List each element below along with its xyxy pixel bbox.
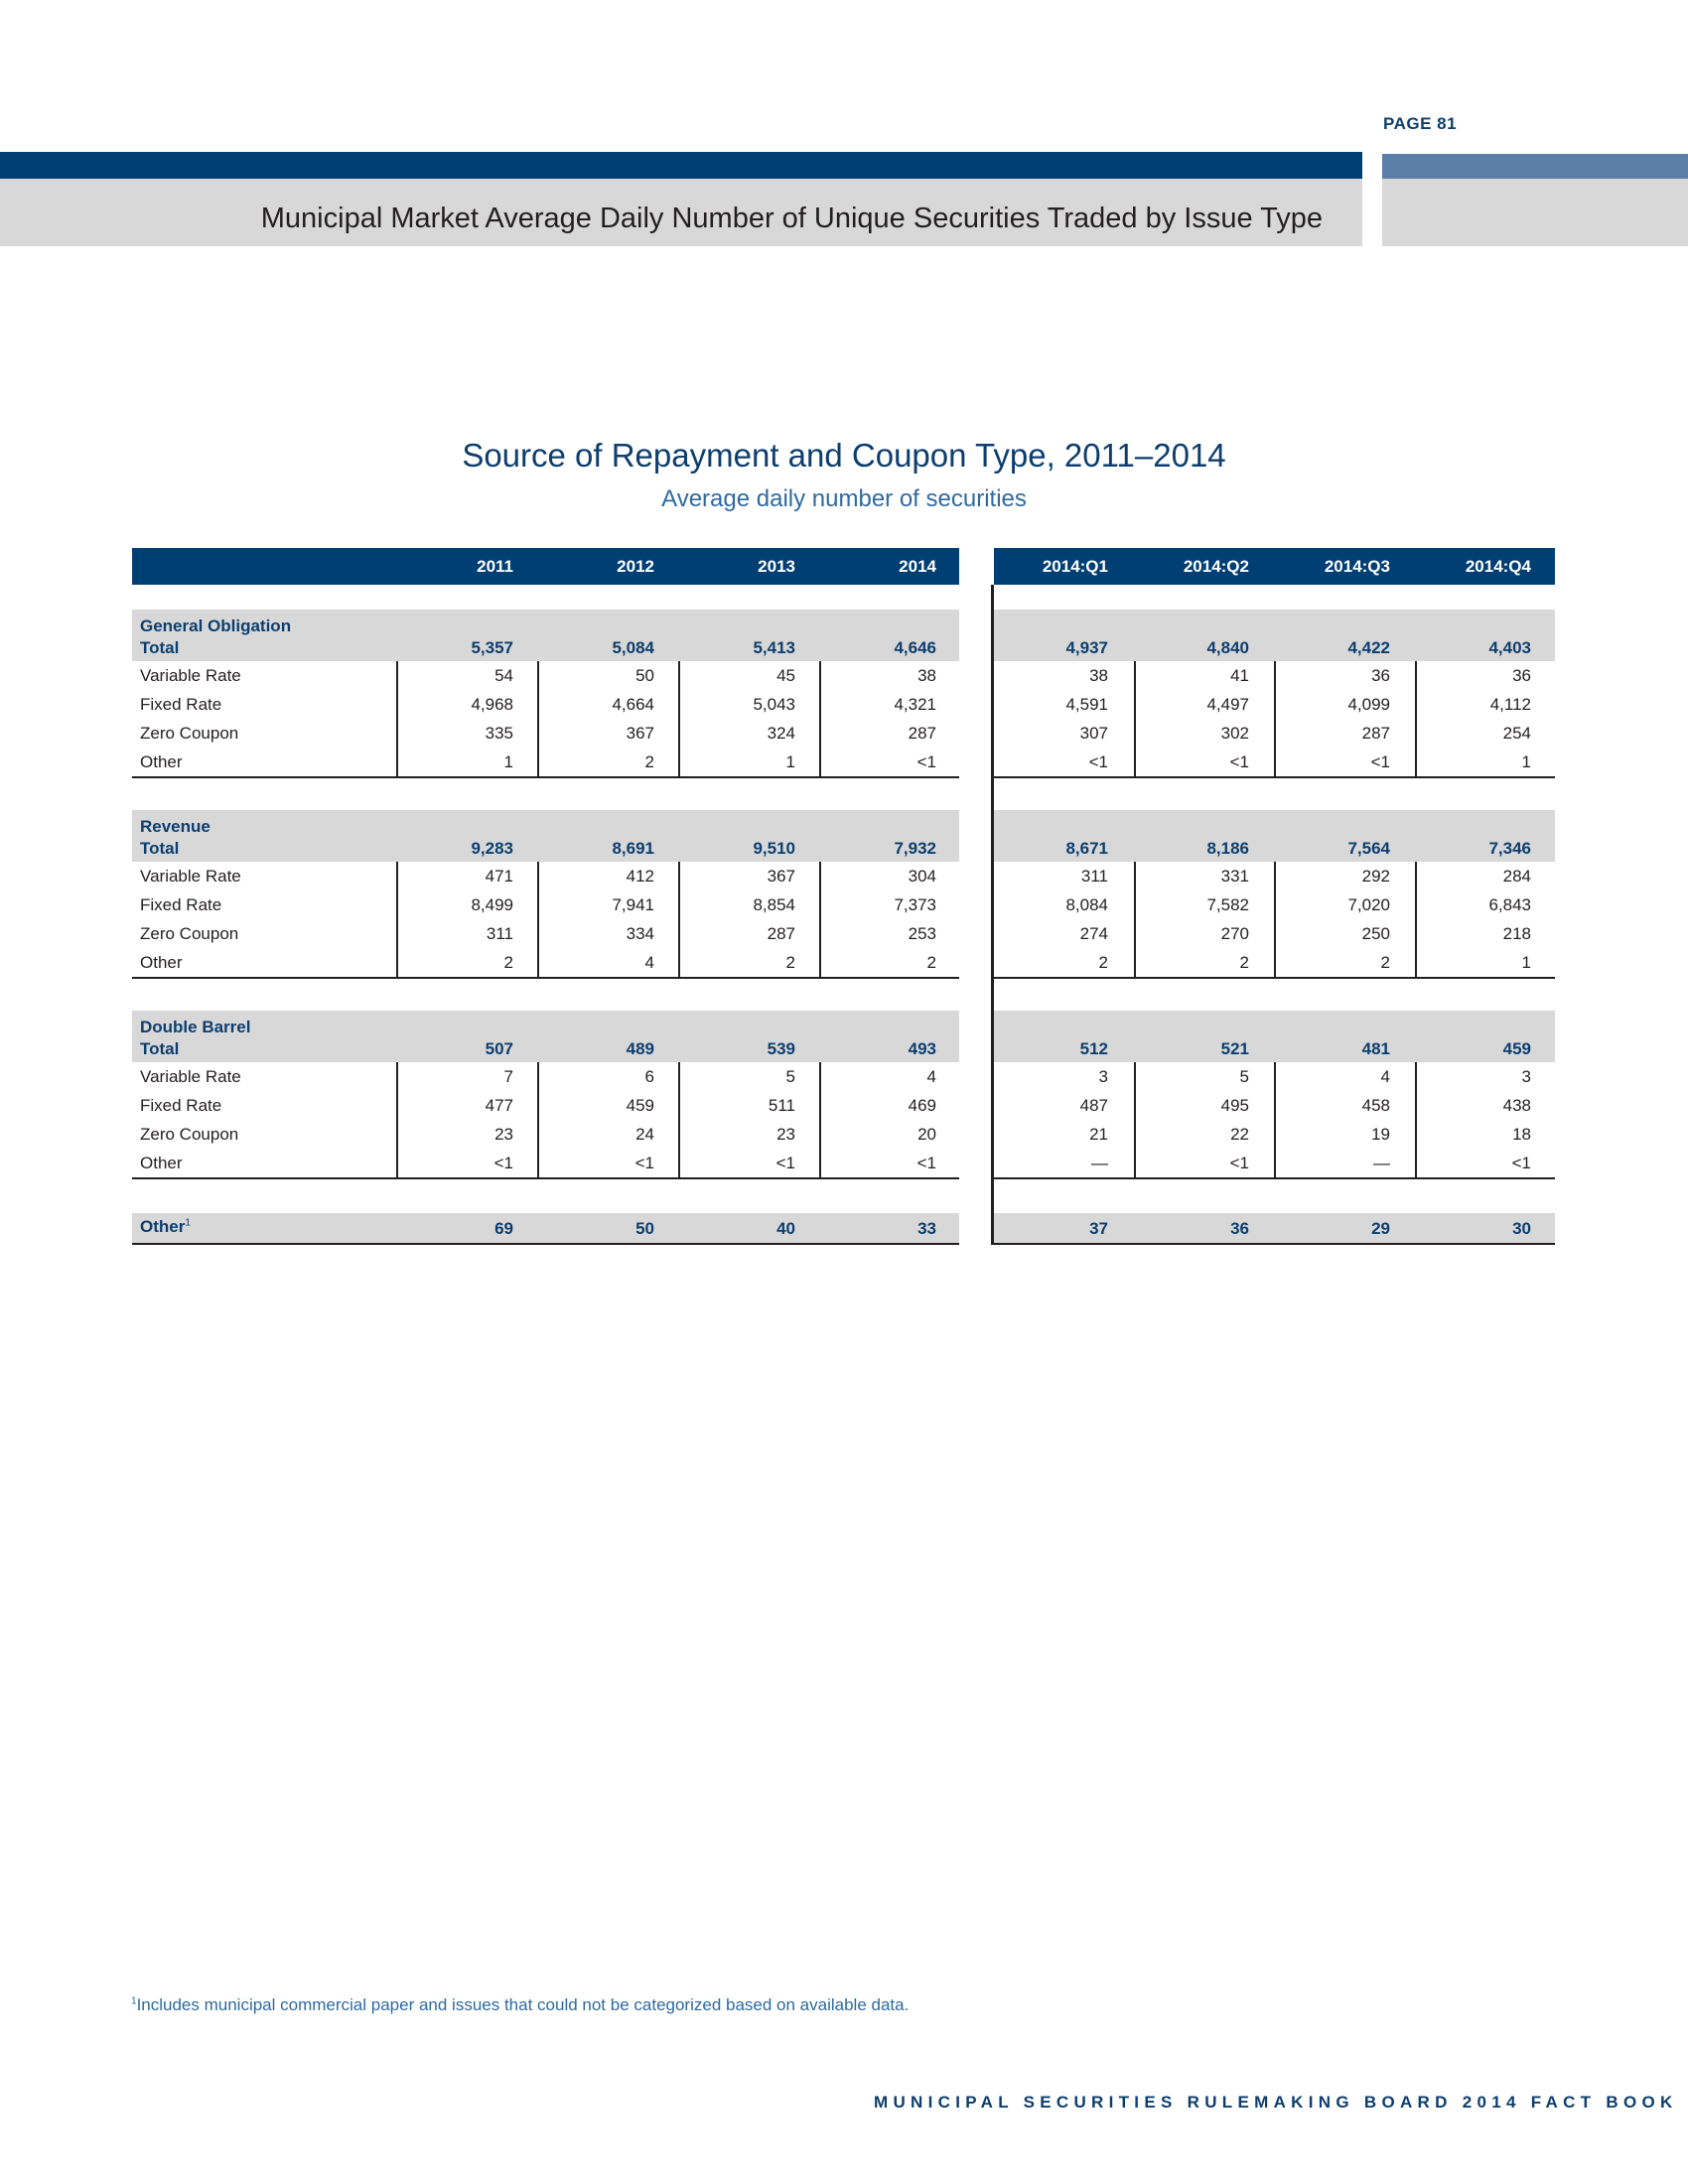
table-cell: 8,854: [753, 895, 795, 914]
total-label: Total: [140, 1039, 180, 1058]
table-cell: 41: [1230, 666, 1249, 685]
column-header: 2013: [758, 557, 795, 576]
table-cell: 5,043: [753, 695, 795, 714]
table-cell: 367: [767, 867, 795, 886]
page-number: PAGE 81: [1383, 114, 1458, 133]
grid-line: [396, 661, 398, 776]
table-cell: 7,932: [894, 839, 936, 858]
table-cell: <1: [634, 1154, 654, 1172]
table-cell: 69: [494, 1219, 513, 1238]
grid-line: [396, 862, 398, 977]
header-bar: [0, 152, 1362, 179]
table-cell: 18: [1512, 1125, 1531, 1144]
table-cell: 7,564: [1347, 839, 1390, 858]
section-name: General Obligation: [140, 616, 292, 635]
grid-line: [537, 1062, 539, 1177]
row-label: Fixed Rate: [140, 1096, 222, 1115]
table-cell: <1: [916, 752, 936, 771]
table-cell: 36: [1230, 1219, 1249, 1238]
grid-line: [1415, 862, 1417, 977]
table-cell: 324: [767, 724, 795, 743]
table-cell: 5,357: [471, 638, 513, 657]
table-cell: 270: [1220, 924, 1249, 943]
table-cell: 287: [908, 724, 936, 743]
table-cell: <1: [1229, 1154, 1249, 1172]
table-cell: 2: [644, 752, 654, 771]
table-cell: 284: [1502, 867, 1531, 886]
table-cell: 37: [1089, 1219, 1108, 1238]
table-cell: 4,840: [1206, 638, 1249, 657]
grid-line: [678, 1062, 680, 1177]
section-name: Double Barrel: [140, 1018, 251, 1036]
table-cell: 1: [785, 752, 795, 771]
column-header: 2012: [617, 557, 654, 576]
grid-line: [1415, 1062, 1417, 1177]
table-cell: 2: [785, 953, 795, 972]
table-cell: 5,413: [753, 638, 795, 657]
table-cell: 487: [1079, 1096, 1108, 1115]
table-cell: 1: [503, 752, 513, 771]
table-cell: 489: [626, 1039, 654, 1058]
table-cell: 307: [1079, 724, 1108, 743]
table-cell: 469: [908, 1096, 936, 1115]
table-cell: 2: [1239, 953, 1249, 972]
grid-line: [1274, 661, 1276, 776]
table-cell: 4,968: [471, 695, 513, 714]
table-cell: 4: [1380, 1067, 1390, 1086]
table-cell: 459: [626, 1096, 654, 1115]
header-title: Municipal Market Average Daily Number of Unique Securities Traded by Issue Type: [260, 203, 1323, 234]
grid-line: [1134, 661, 1136, 776]
table-cell: 38: [917, 666, 936, 685]
table-cell: 274: [1079, 924, 1108, 943]
table-bottom-rule: [132, 1243, 959, 1245]
other-label-text: Other: [140, 1217, 186, 1236]
row-label: Other: [140, 1154, 183, 1172]
table-cell: 29: [1371, 1219, 1390, 1238]
table-cell: 40: [776, 1219, 795, 1238]
table-cell: 302: [1220, 724, 1249, 743]
column-header: 2014:Q4: [1465, 557, 1531, 576]
table-cell: 539: [767, 1039, 795, 1058]
grid-line: [537, 661, 539, 776]
row-label: Zero Coupon: [140, 724, 239, 743]
table-cell: 8,499: [471, 895, 513, 914]
table-cell: <1: [916, 1154, 936, 1172]
row-label: Zero Coupon: [140, 924, 239, 943]
grid-line: [537, 862, 539, 977]
table-cell: 19: [1371, 1125, 1390, 1144]
grid-line: [678, 862, 680, 977]
table-cell: 292: [1361, 867, 1390, 886]
table-cell: 287: [1361, 724, 1390, 743]
table-cell: 254: [1502, 724, 1531, 743]
table-cell: 335: [485, 724, 513, 743]
grid-line: [1134, 862, 1136, 977]
table-cell: 458: [1361, 1096, 1390, 1115]
table-cell: 4,497: [1206, 695, 1249, 714]
table-cell: 24: [635, 1125, 654, 1144]
grid-line: [819, 862, 821, 977]
table-cell: 6,843: [1488, 895, 1531, 914]
table-bottom-rule: [994, 1243, 1555, 1245]
table-cell: 4,646: [894, 638, 936, 657]
table-cell: —: [1373, 1154, 1390, 1172]
table-cell: 21: [1089, 1125, 1108, 1144]
table-subtitle: Average daily number of securities: [661, 485, 1027, 512]
header-side-accent: [1382, 154, 1688, 179]
row-label: Other: [140, 752, 183, 771]
table-cell: 36: [1371, 666, 1390, 685]
table-cell: 4,321: [894, 695, 936, 714]
table-cell: 23: [494, 1125, 513, 1144]
table-cell: 4,112: [1489, 695, 1531, 714]
table-cell: 507: [485, 1039, 513, 1058]
section-name: Revenue: [140, 817, 211, 836]
table-cell: 38: [1089, 666, 1108, 685]
table-cell: 2: [1098, 953, 1108, 972]
table-cell: 2: [926, 953, 936, 972]
table-cell: 493: [908, 1039, 936, 1058]
table-cell: 45: [776, 666, 795, 685]
column-header: 2014: [899, 557, 936, 576]
table-cell: 477: [485, 1096, 513, 1115]
table-cell: 6: [644, 1067, 654, 1086]
table-cell: <1: [1229, 752, 1249, 771]
table-cell: 20: [917, 1125, 936, 1144]
table-cell: 7,346: [1488, 839, 1531, 858]
table-title: Source of Repayment and Coupon Type, 2011–2014: [462, 437, 1226, 474]
table-cell: 311: [1080, 867, 1108, 886]
table-cell: 4,403: [1488, 638, 1531, 657]
grid-line: [1415, 661, 1417, 776]
table-cell: 521: [1220, 1039, 1249, 1058]
column-header: 2014:Q2: [1183, 557, 1249, 576]
table-cell: 481: [1361, 1039, 1390, 1058]
table-cell: 50: [635, 666, 654, 685]
table-cell: 7: [503, 1067, 513, 1086]
row-label: Other: [140, 953, 183, 972]
table-cell: <1: [1511, 1154, 1531, 1172]
table-cell: 7,582: [1206, 895, 1249, 914]
total-label: Total: [140, 839, 180, 858]
table-cell: 7,941: [612, 895, 654, 914]
table-cell: 334: [626, 924, 654, 943]
table-cell: 50: [635, 1219, 654, 1238]
section-rule: [132, 1177, 959, 1179]
page-footer: MUNICIPAL SECURITIES RULEMAKING BOARD 2014 FACT BOOK: [874, 2093, 1678, 2112]
section-rule: [994, 776, 1555, 778]
table-cell: 304: [908, 867, 936, 886]
table-cell: 8,671: [1065, 839, 1108, 858]
table-cell: 54: [494, 666, 513, 685]
table-cell: 30: [1512, 1219, 1531, 1238]
total-label: Total: [140, 638, 180, 657]
table-cell: 4: [644, 953, 654, 972]
grid-line: [1134, 1062, 1136, 1177]
table-cell: 7,373: [894, 895, 936, 914]
table-cell: 512: [1079, 1039, 1108, 1058]
other-footnote-mark: 1: [185, 1217, 191, 1229]
grid-line: [678, 661, 680, 776]
section-rule: [994, 1177, 1555, 1179]
table-cell: 5: [785, 1067, 795, 1086]
table-cell: 311: [486, 924, 513, 943]
table-cell: 2: [503, 953, 513, 972]
grid-line: [819, 1062, 821, 1177]
table-cell: <1: [493, 1154, 513, 1172]
table-cell: 4: [926, 1067, 936, 1086]
table-cell: 367: [626, 724, 654, 743]
header-side-band: [1382, 179, 1688, 246]
table-cell: 3: [1521, 1067, 1531, 1086]
table-cell: 9,510: [753, 839, 795, 858]
table-cell: <1: [1370, 752, 1390, 771]
table-cell: 5,084: [612, 638, 654, 657]
table-cell: 495: [1220, 1096, 1249, 1115]
table-cell: 438: [1502, 1096, 1531, 1115]
grid-line: [396, 1062, 398, 1177]
table-cell: 5: [1239, 1067, 1249, 1086]
table-cell: 8,084: [1065, 895, 1108, 914]
grid-line: [1274, 862, 1276, 977]
table-cell: 287: [767, 924, 795, 943]
section-rule: [994, 977, 1555, 979]
footnote-mark: 1: [131, 1995, 137, 2007]
table-cell: 218: [1502, 924, 1531, 943]
table-cell: 412: [626, 867, 654, 886]
table-cell: 4,099: [1347, 695, 1390, 714]
table-cell: 8,186: [1206, 839, 1249, 858]
table-cell: 2: [1380, 953, 1390, 972]
table-cell: 23: [776, 1125, 795, 1144]
table-cell: 7,020: [1347, 895, 1390, 914]
row-label: Variable Rate: [140, 666, 241, 685]
table-cell: 9,283: [471, 839, 513, 858]
table-cell: 22: [1230, 1125, 1249, 1144]
row-label: Fixed Rate: [140, 695, 222, 714]
grid-line: [819, 661, 821, 776]
row-label: Variable Rate: [140, 1067, 241, 1086]
table-cell: 331: [1220, 867, 1249, 886]
table-cell: 250: [1361, 924, 1390, 943]
table-cell: 33: [917, 1219, 936, 1238]
column-header: 2011: [477, 557, 513, 576]
table-cell: 1: [1521, 752, 1531, 771]
table-cell: 8,691: [612, 839, 654, 858]
table-cell: 3: [1098, 1067, 1108, 1086]
table-cell: 1: [1521, 953, 1531, 972]
section-rule: [132, 977, 959, 979]
table-cell: 4,937: [1065, 638, 1108, 657]
table-cell: —: [1091, 1154, 1108, 1172]
table-cell: 4,422: [1347, 638, 1390, 657]
table-cell: 4,664: [612, 695, 654, 714]
column-header: 2014:Q3: [1324, 557, 1390, 576]
period-separator: [991, 585, 994, 1245]
table-cell: <1: [1088, 752, 1108, 771]
table-cell: <1: [775, 1154, 795, 1172]
column-header: 2014:Q1: [1042, 557, 1108, 576]
table-cell: 511: [768, 1096, 795, 1115]
table-cell: 471: [485, 867, 513, 886]
table-cell: 459: [1502, 1039, 1531, 1058]
other-label: [140, 1217, 191, 1237]
table-cell: 36: [1512, 666, 1531, 685]
footnote: [131, 1995, 909, 2015]
grid-line: [1274, 1062, 1276, 1177]
section-rule: [132, 776, 959, 778]
table-cell: 4,591: [1065, 695, 1108, 714]
footnote-text: Includes municipal commercial paper and issues that could not be categorized based on available data.: [136, 1995, 910, 2014]
row-label: Fixed Rate: [140, 895, 222, 914]
row-label: Zero Coupon: [140, 1125, 239, 1144]
row-label: Variable Rate: [140, 867, 241, 886]
table-cell: 253: [908, 924, 936, 943]
